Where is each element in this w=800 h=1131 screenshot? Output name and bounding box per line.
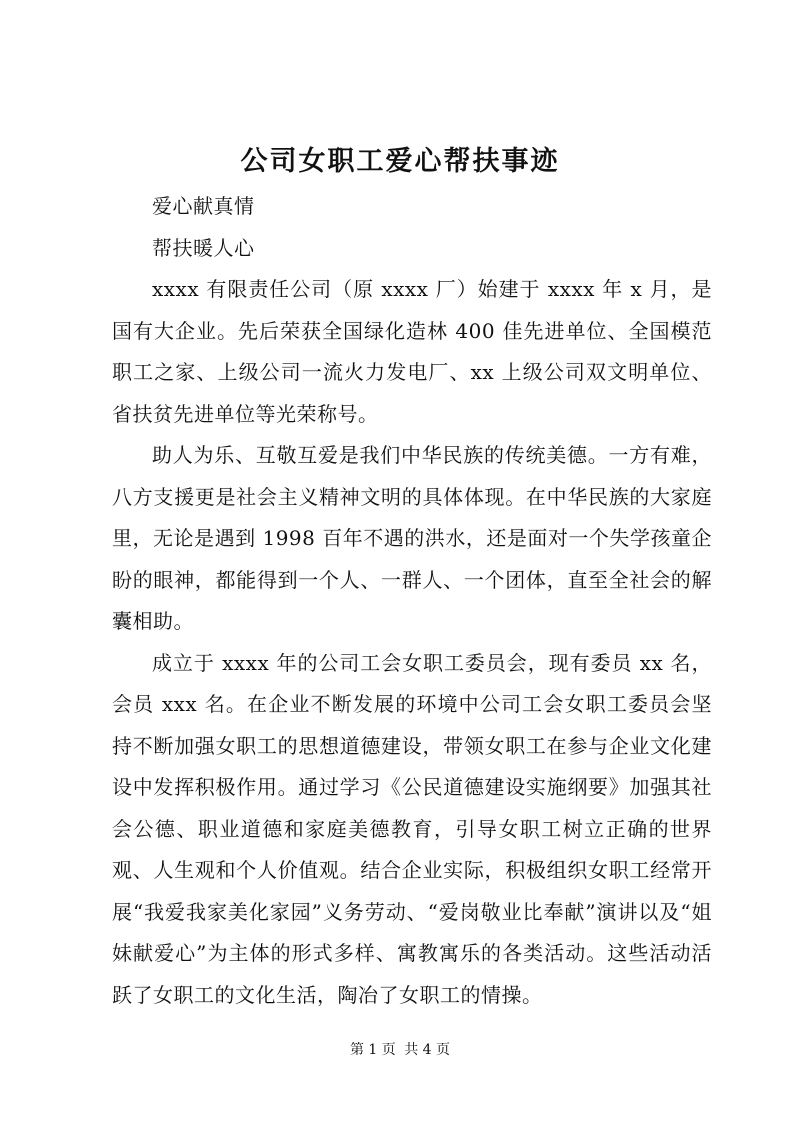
page-footer: [0, 1040, 800, 1060]
paragraph-company-intro: xxxx 有限责任公司（原 xxxx 厂）始建于 xxxx 年 x 月，是国有大企业。先后荣获全国绿化造林 400 佳先进单位、全国模范职工之家、上级公司一流火力发电厂、xx 上级公司双文明单位、省扶贫先进单位等光荣称号。: [112, 277, 712, 426]
document-body: [112, 186, 712, 1016]
document-title: 公司女职工爱心帮扶事迹: [240, 146, 560, 177]
paragraph-subtitle-1: 爱心献真情: [152, 194, 255, 218]
paragraph-tradition: 助人为乐、互敬互爱是我们中华民族的传统美德。一方有难，八方支援更是社会主义精神文明的具体体现。在中华民族的大家庭里，无论是遇到 1998 百年不遇的洪水，还是面对一个失学孩童企盼的眼神，都能得到一个人、一群人、一个团体，直至全社会的解囊相助。: [112, 443, 712, 633]
paragraph-subtitle-2: 帮扶暖人心: [152, 235, 255, 260]
page-total: 共 4 页: [404, 1042, 451, 1058]
paragraph-committee: 成立于 xxxx 年的公司工会女职工委员会，现有委员 xx 名，会员 xxx 名。在企业不断发展的环境中公司工会女职工委员会坚持不断加强女职工的思想道德建设，带领女职工在参与企业文化建设中发挥积极作用。通过学习《公民道德建设实施纲要》加强其社会公德、职业道德和家庭美德教育，引导女职工树立正确的世界观、人生观和个人价值观。结合企业实际，积极组织女职工经常开展“我爱我家美化家园”义务劳动、“爱岗敬业比奉献”演讲以及“姐妹献爱心”为主体的形式多样、寓教寓乐的各类活动。这些活动活跃了女职工的文化生活，陶冶了女职工的情操。: [112, 650, 712, 1007]
page-number: 第 1 页: [349, 1042, 396, 1058]
